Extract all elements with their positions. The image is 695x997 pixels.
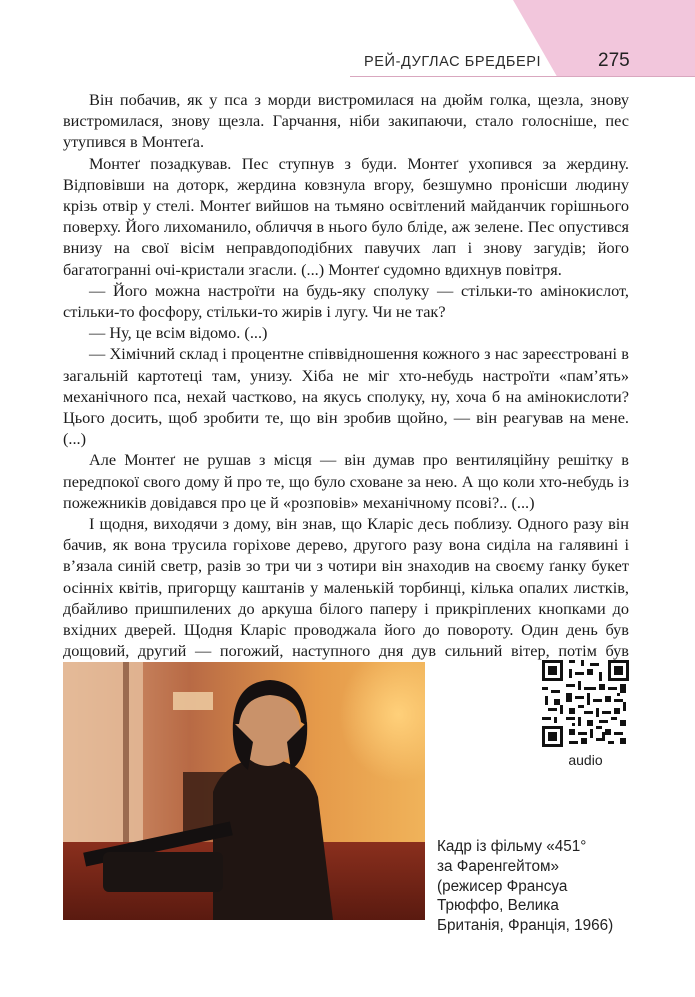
page-number: 275 <box>598 50 630 71</box>
qr-code-icon[interactable] <box>542 660 629 747</box>
header-divider <box>350 76 695 77</box>
caption-line: Кадр із фільму «451° <box>437 838 587 855</box>
figure-caption <box>437 837 637 936</box>
caption-line: за Фаренгейтом» <box>437 857 560 875</box>
caption-line: Трюффо, Велика <box>437 897 559 915</box>
paragraph: І щодня, виходячи з дому, він знав, що Кларіс десь поблизу. Одного разу він бачив, як вона трусила горіхове дерево, другого разу вона сиділа на галявині і в’язала синій светр, разів зо три чи з чотири він знаходив на своєму ґанку букет осінніх квітів, пригорщу каштанів у маленькій торбинці, кілька опалих листків, дбайливо пришпилених до аркуша білого паперу і прикріплених кнопками до вхідних дверей. Щодня Кларіс проводжала його до повороту. Один день був дощовий, другий — погожий, наступного дня дув сильний вітер, потім був <box>63 514 629 661</box>
film-still-image <box>63 662 425 920</box>
running-header-author: РЕЙ-ДУГЛАС БРЕДБЕРІ <box>364 54 542 70</box>
paragraph: Монтеґ позадкував. Пес ступнув з буди. Монтеґ ухопився за жердину. Відповівши на доторк, жердина ковзнула вгору, безшумно пронісши людину крізь отвір у стелі. Монтеґ вийшов на тьмяно освітлений майданчик горішнього поверху. Його лихоманило, обличчя в нього було бліде, аж зелене. Пес опустився внизу на свої вісім неправдоподібних павучих лап і знову загудів; його багатогранні очі-кристали згасли. (...) Монтеґ судомно вдихнув повітря. <box>63 153 629 279</box>
paragraph: Але Монтеґ не рушав з місця — він думав про вентиляційну решітку в передпокої свого дому й про те, що було сховане за нею. А що коли хто-небудь із пожежників довідався про це й «розповів» механічному псові?.. (...) <box>63 450 629 512</box>
body-text <box>63 89 629 683</box>
paragraph: — Ну, це всім відомо. (...) <box>89 323 268 343</box>
paragraph: — Його можна настроїти на будь-яку сполуку — стільки-то амінокислот, стільки-то фосфору, стільки-то жирів і лугу. Чи не так? <box>63 280 629 322</box>
film-still-illustration <box>63 662 425 920</box>
qr-audio-label: audio <box>568 752 603 768</box>
paragraph: Він побачив, як у пса з морди вистромилася на дюйм голка, щезла, знову вистромилася, знову щезла. Гарчання, ніби закипаючи, стало голосніше, пес утупився в Монтеґа. <box>63 90 629 152</box>
paragraph: — Хімічний склад і процентне співвідношення кожного з нас зареєстровані в загальній картотеці там, унизу. Хіба не міг хто-небудь настроїти «пам’ять» механічного пса, нехай частково, на якусь сполуку, ну, хоча б на амінокислоти? Цього досить, щоб зробити те, що він зробив щойно, — він реагував на мене. (...) <box>63 344 629 449</box>
caption-line: Британія, Франція, 1966) <box>437 917 614 935</box>
caption-line: (режисер Франсуа <box>437 877 568 895</box>
